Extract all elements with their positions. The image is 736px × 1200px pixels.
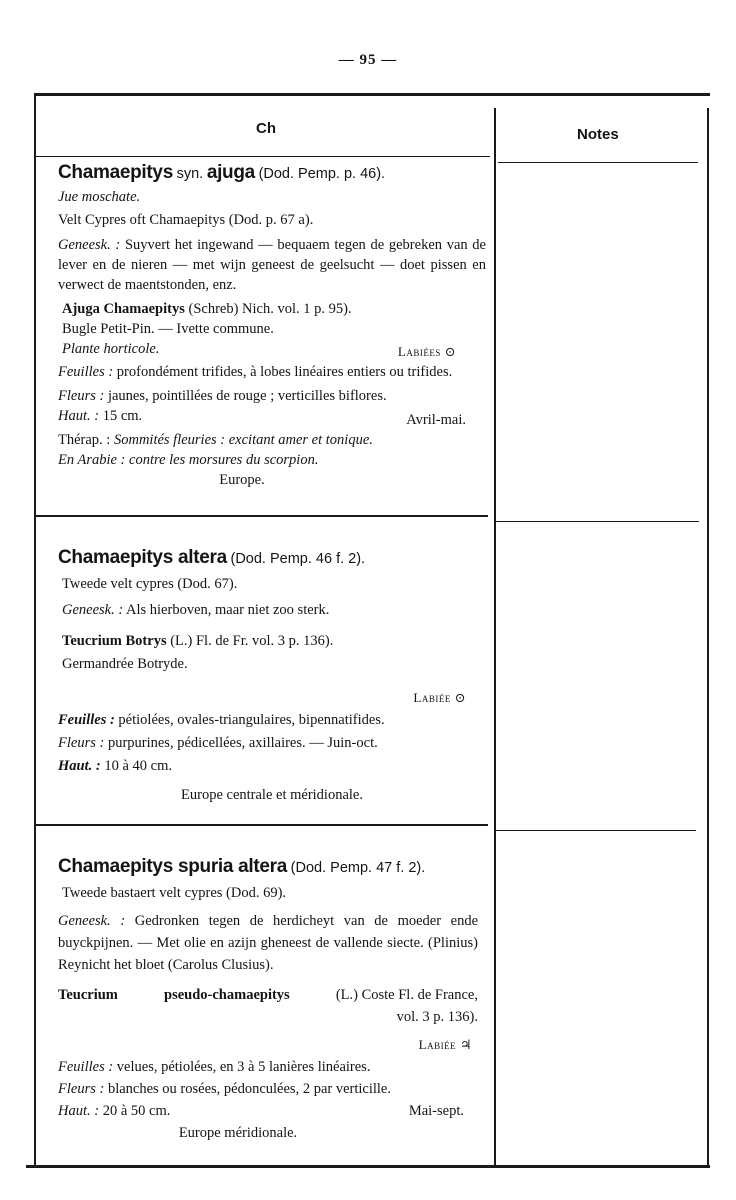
arabie-text: contre les morsures du scorpion. <box>129 452 319 468</box>
entry-reference: (Dod. Pemp. p. 46). <box>258 166 386 182</box>
haut-text: 15 cm. <box>102 408 143 424</box>
feuilles-line <box>58 709 486 732</box>
scientific-name: Teucrium <box>58 987 118 1003</box>
fleurs-label: Fleurs : <box>58 735 105 751</box>
geneesk-paragraph <box>58 910 478 976</box>
family: Labiées ⊙ <box>397 344 456 359</box>
scientific-ref: (L.) Fl. de Fr. vol. 3 p. 136). <box>170 633 334 649</box>
therap-line <box>58 430 486 450</box>
synonym-line: Velt Cypres oft Chamaepitys (Dod. p. 67 a). <box>58 212 314 228</box>
fleurs-line <box>58 732 486 755</box>
right-rule <box>707 108 709 1167</box>
entry-title-2: ajuga <box>206 162 255 183</box>
fleurs-text: blanches ou rosées, pédonculées, 2 par verticille. <box>107 1081 391 1097</box>
column-header-ch: Ch <box>256 120 276 137</box>
entry-chamaepitys-altera <box>58 544 486 807</box>
feuilles-text: velues, pétiolées, en 3 à 5 lanières linéaires. <box>116 1059 371 1075</box>
entry-title: Chamaepitys spuria altera <box>58 856 288 877</box>
geneesk-paragraph <box>58 235 486 295</box>
scientific-ref-2: vol. 3 p. 136). <box>396 1009 478 1025</box>
fleurs-line <box>58 386 486 406</box>
entry-title: Chamaepitys <box>58 162 173 183</box>
flowering-period: Mai-sept. <box>408 1103 464 1119</box>
geneesk-label: Geneesk. : <box>58 913 126 929</box>
haut-text: 20 à 50 cm. <box>102 1103 171 1119</box>
haut-label: Haut. : <box>58 408 100 424</box>
plante-line <box>58 339 486 362</box>
region: Europe centrale et méridionale. <box>181 787 363 803</box>
feuilles-label: Feuilles : <box>58 1059 114 1075</box>
header-rule-right <box>498 162 698 163</box>
geneesk-label: Geneesk. : <box>58 237 121 253</box>
feuilles-line <box>58 1056 478 1078</box>
plante-note: Plante horticole. <box>62 341 160 357</box>
feuilles-paragraph <box>58 362 486 382</box>
feuilles-text: profondément trifides, à lobes linéaires entiers ou trifides. <box>116 364 453 380</box>
fleurs-label: Fleurs : <box>58 388 105 404</box>
geneesk-text: Suyvert het ingewand — bequaem tegen de gebreken van de lever en de nieren — met wijn geneest de geelsucht — doet pissen en verwect de maentstonden, enz. <box>58 237 486 293</box>
therap-text: Sommités fleuries : excitant amer et tonique. <box>113 432 373 448</box>
family: Labiée ⊙ <box>413 690 466 705</box>
feuilles-label: Feuilles : <box>58 364 114 380</box>
fleurs-text: purpurines, pédicellées, axillaires. — Juin-oct. <box>107 735 378 751</box>
haut-line <box>58 755 486 778</box>
geneesk-paragraph <box>58 599 486 622</box>
fleurs-label: Fleurs : <box>58 1081 105 1097</box>
haut-text: 10 à 40 cm. <box>104 758 172 774</box>
geneesk-label: Geneesk. : <box>62 602 124 618</box>
scientific-name-2: pseudo-chamaepitys <box>164 987 290 1003</box>
entry-divider-1-right <box>496 521 699 522</box>
haut-line <box>58 406 486 430</box>
geneesk-text: Gedronken tegen de herdicheyt van de moeder ende buyckpijnen. — Met olie en azijn gheneest de vallende siecte. (Plinius) Reynicht het bloet (Carolus Clusius). <box>58 913 479 973</box>
feuilles-label: Feuilles : <box>58 712 115 728</box>
entry-reference: (Dod. Pemp. 47 f. 2). <box>290 860 426 876</box>
column-divider <box>494 108 496 1167</box>
entry-divider-1-left <box>36 515 488 517</box>
synonym-line: Tweede bastaert velt cypres (Dod. 69). <box>62 885 287 901</box>
top-rule <box>34 93 710 96</box>
scientific-ref: (L.) Coste Fl. de France, <box>335 987 478 1003</box>
entry-divider-2-right <box>496 830 696 831</box>
entry-reference: (Dod. Pemp. 46 f. 2). <box>230 551 366 567</box>
page-number: — 95 — <box>338 52 398 68</box>
entry-syn: syn. <box>176 166 204 182</box>
entry-chamaepitys-ajuga <box>58 160 486 490</box>
scientific-ref: (Schreb) Nich. vol. 1 p. 95). <box>188 301 352 317</box>
scientific-name-line <box>58 630 486 653</box>
arabie-line <box>58 450 486 470</box>
family: Labiée ♃ <box>418 1037 472 1052</box>
entry-title: Chamaepitys altera <box>58 547 227 568</box>
feuilles-text: pétiolées, ovales-triangulaires, bipennatifides. <box>118 712 385 728</box>
scientific-name: Teucrium Botrys <box>62 633 167 649</box>
geneesk-text: Als hierboven, maar niet zoo sterk. <box>126 602 330 618</box>
fleurs-text: jaunes, pointillées de rouge ; verticilles biflores. <box>107 388 387 404</box>
scientific-name-line <box>58 299 486 319</box>
common-names: Germandrée Botryde. <box>62 656 188 672</box>
scientific-name-line <box>58 984 478 1006</box>
fleurs-line <box>58 1078 478 1100</box>
scientific-name: Ajuga Chamaepitys <box>62 301 185 317</box>
region: Europe. <box>219 472 265 488</box>
haut-label: Haut. : <box>58 758 101 774</box>
therap-label: Thérap. : <box>58 432 111 448</box>
region: Europe méridionale. <box>178 1125 298 1141</box>
left-rule <box>34 93 36 1167</box>
haut-line <box>58 1100 478 1122</box>
haut-label: Haut. : <box>58 1103 100 1119</box>
arabie-label: En Arabie : <box>58 452 126 468</box>
flowering-period: Avril-mai. <box>406 412 466 428</box>
column-header-notes: Notes <box>577 126 619 143</box>
entry-chamaepitys-spuria-altera <box>58 853 478 1144</box>
header-rule-left <box>36 156 490 157</box>
bottom-rule <box>26 1165 710 1168</box>
synonym-line: Tweede velt cypres (Dod. 67). <box>62 576 238 592</box>
alt-name: Jue moschate. <box>58 189 141 205</box>
common-names: Bugle Petit-Pin. — Ivette commune. <box>62 321 274 337</box>
entry-divider-2-left <box>36 824 488 826</box>
